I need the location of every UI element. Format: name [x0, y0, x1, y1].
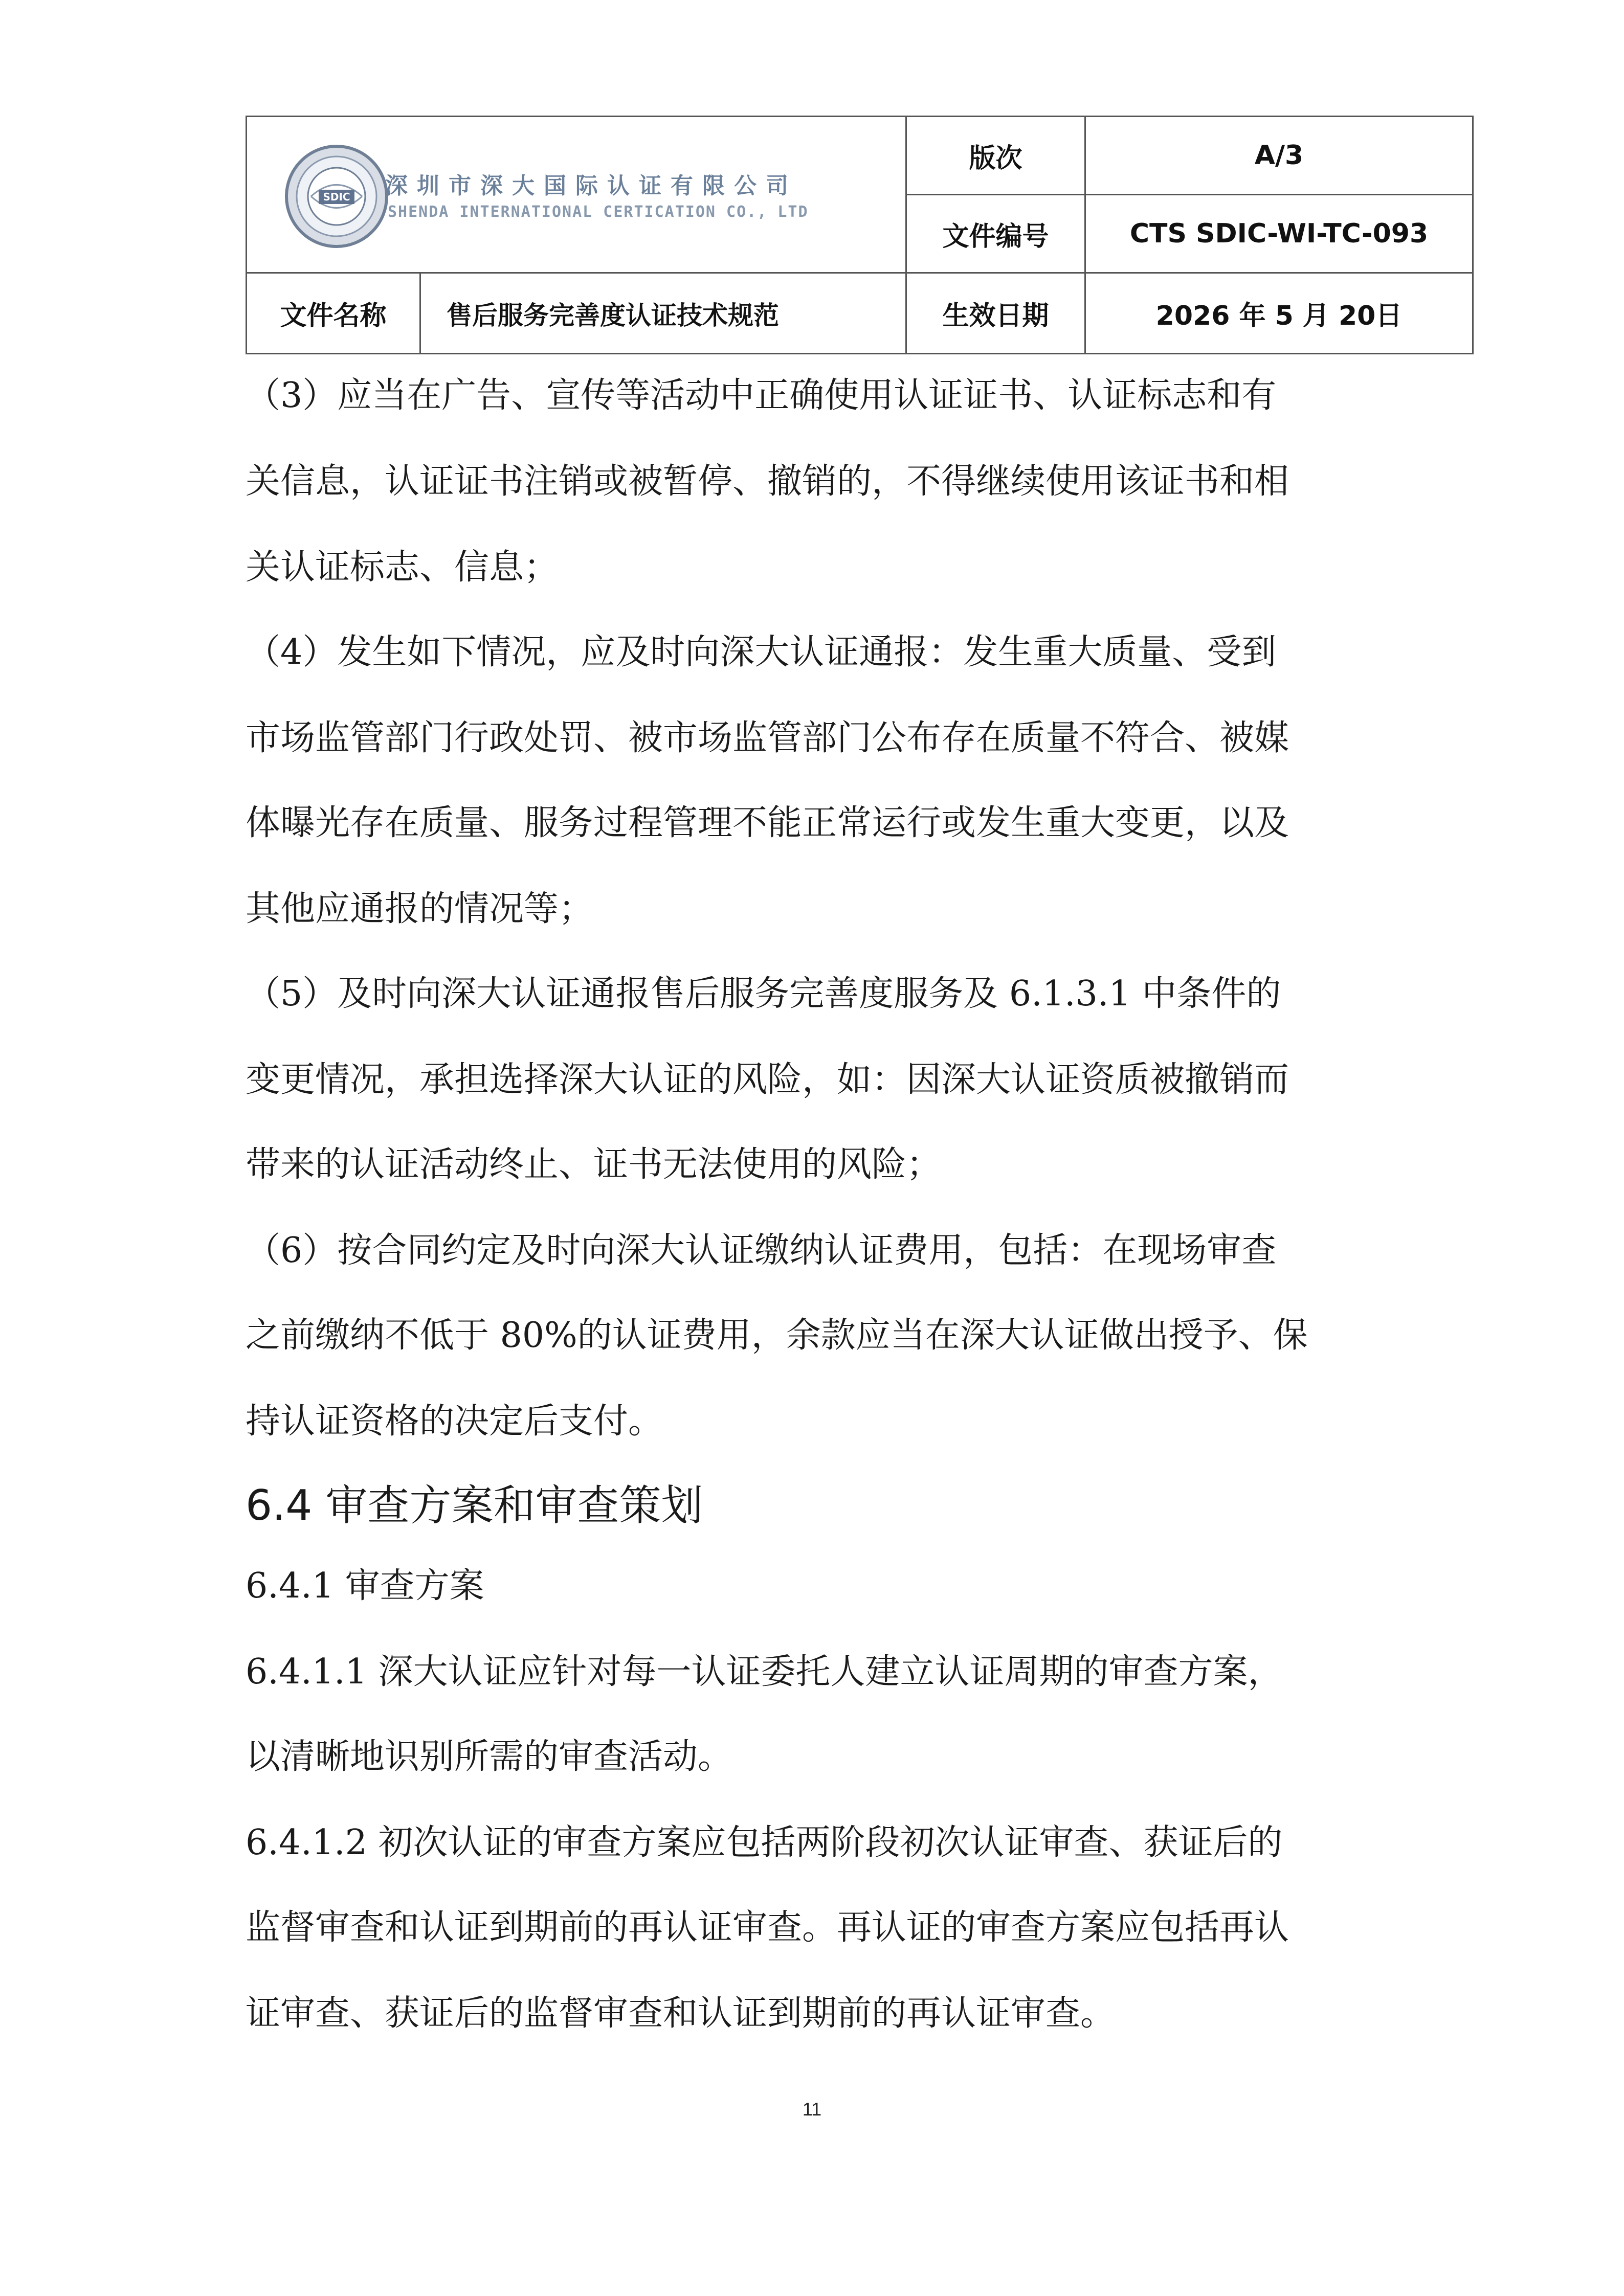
body-line: 监督审查和认证到期前的再认证审查。再认证的审查方案应包括再认 — [246, 1907, 1289, 1948]
body-line: 其他应通报的情况等； — [246, 889, 594, 929]
body-line: （4）发生如下情况，应及时向深大认证通报：发生重大质量、受到 — [246, 632, 1277, 672]
body-line: 带来的认证活动终止、证书无法使用的风险； — [246, 1144, 942, 1185]
effective-date-value: 2026 年 5 月 20日 — [1085, 273, 1473, 354]
body-line: 体曝光存在质量、服务过程管理不能正常运行或发生重大变更，以及 — [246, 803, 1289, 843]
body-line: 持认证资格的决定后支付。 — [246, 1401, 663, 1442]
document-header-table — [246, 116, 1474, 354]
doc-number-label: 文件编号 — [906, 195, 1085, 273]
section-heading: 6.4 审查方案和审查策划 — [246, 1481, 703, 1530]
body-line: 6.4.1.1 深大认证应针对每一认证委托人建立认证周期的审查方案， — [246, 1652, 1283, 1692]
company-logo-cell — [247, 117, 906, 273]
body-line: 之前缴纳不低于 80%的认证费用，余款应当在深大认证做出授予、保 — [246, 1315, 1308, 1356]
company-name-en: SHENDA INTERNATIONAL CERTICATION CO., LTD — [388, 203, 809, 221]
version-value: A/3 — [1085, 117, 1473, 195]
body-line: 6.4.1.2 初次认证的审查方案应包括两阶段初次认证审查、获证后的 — [246, 1822, 1283, 1863]
company-name-cn: 深圳市深大国际认证有限公司 — [385, 173, 797, 199]
body-line: （3）应当在广告、宣传等活动中正确使用认证证书、认证标志和有 — [246, 375, 1277, 416]
version-label: 版次 — [906, 117, 1085, 195]
doc-name-label: 文件名称 — [247, 273, 420, 354]
body-line: 6.4.1 审查方案 — [246, 1566, 484, 1606]
effective-date-label: 生效日期 — [906, 273, 1085, 354]
body-line: （5）及时向深大认证通报售后服务完善度服务及 6.1.3.1 中条件的 — [246, 974, 1281, 1014]
logo-text: SDIC — [323, 191, 350, 203]
body-line: 关认证标志、信息； — [246, 547, 559, 588]
body-line: 以清晰地识别所需的审查活动。 — [246, 1737, 733, 1777]
body-line: 市场监管部门行政处罚、被市场监管部门公布存在质量不符合、被媒 — [246, 718, 1289, 758]
body-line: 证审查、获证后的监督审查和认证到期前的再认证审查。 — [246, 1993, 1116, 2034]
company-seal-icon — [283, 143, 390, 250]
body-line: （6）按合同约定及时向深大认证缴纳认证费用，包括：在现场审查 — [246, 1230, 1277, 1271]
body-line: 关信息，认证证书注销或被暂停、撤销的，不得继续使用该证书和相 — [246, 461, 1289, 502]
body-line: 变更情况，承担选择深大认证的风险，如：因深大认证资质被撤销而 — [246, 1060, 1289, 1100]
company-logo — [283, 143, 897, 260]
doc-number-value: CTS SDIC-WI-TC-093 — [1085, 195, 1473, 273]
page-number: 11 — [802, 2099, 822, 2120]
doc-name-value: 售后服务完善度认证技术规范 — [420, 273, 906, 354]
